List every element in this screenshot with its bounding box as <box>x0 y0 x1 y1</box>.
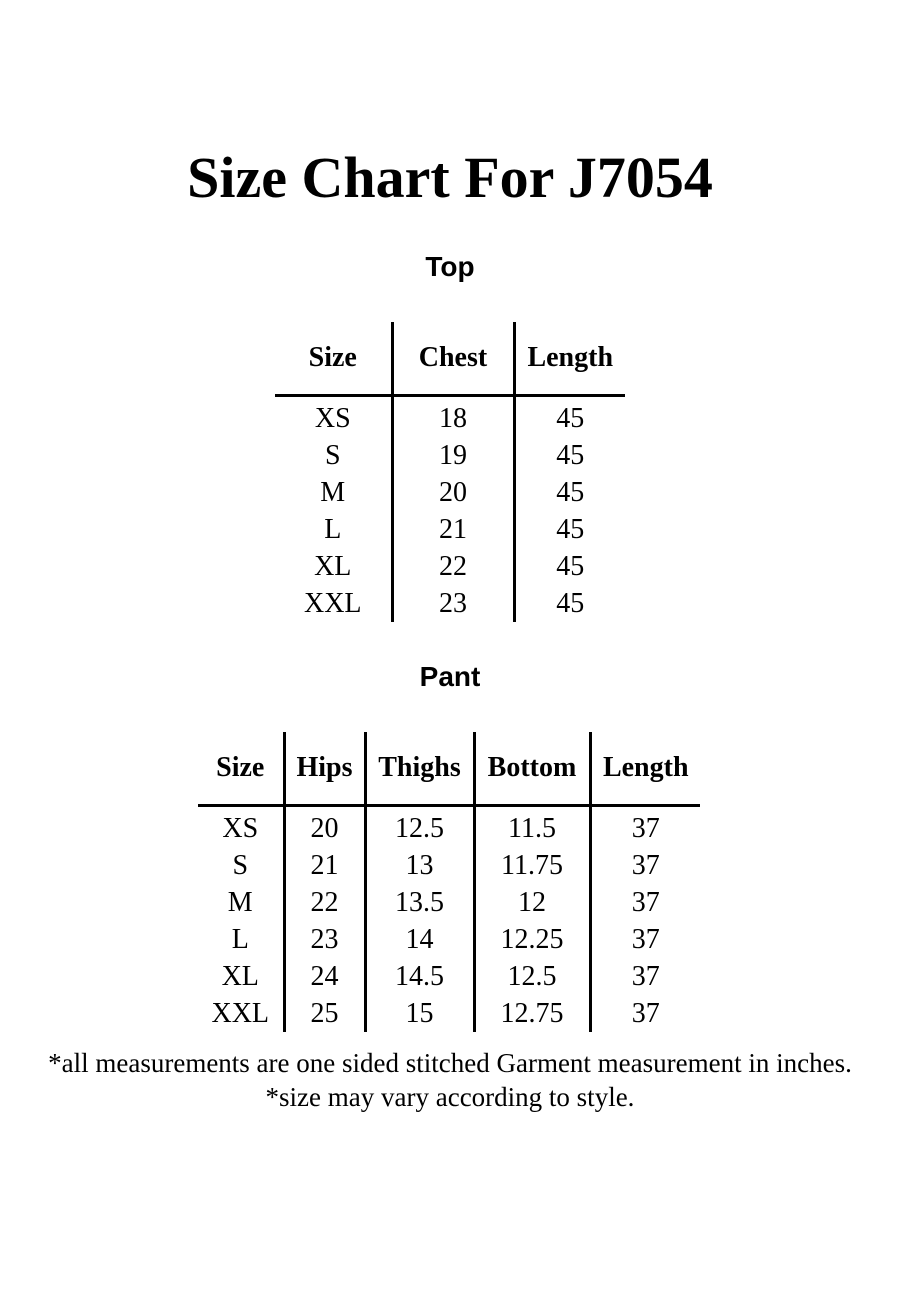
table-cell: 37 <box>631 886 660 918</box>
table-cell: 45 <box>556 476 585 508</box>
table-cell: L <box>275 511 392 548</box>
page-title: Size Chart For J7054 <box>187 145 713 210</box>
table-cell: 13.5 <box>365 884 474 921</box>
table-row <box>198 995 700 1032</box>
table-cell: 23 <box>392 585 514 622</box>
table-cell: 13 <box>365 847 474 884</box>
table-row <box>275 585 625 622</box>
column-header-size: Size <box>198 732 284 806</box>
column-header-length: Length <box>590 732 700 806</box>
table-cell: 12.75 <box>474 995 590 1032</box>
table-cell: 22 <box>392 548 514 585</box>
pant-section-heading: Pant <box>419 661 481 692</box>
table-row <box>198 921 700 958</box>
table-cell: 20 <box>284 806 365 847</box>
column-header-hips: Hips <box>284 732 365 806</box>
column-header-chest: Chest <box>392 322 514 396</box>
table-cell: XL <box>275 548 392 585</box>
table-cell: 37 <box>631 923 660 955</box>
table-cell: 12.5 <box>365 806 474 847</box>
footnote-size-variation: *size may vary according to style. <box>265 1082 635 1112</box>
table-header-row <box>198 732 700 806</box>
table-cell: 25 <box>284 995 365 1032</box>
column-header-length: Length <box>514 322 625 396</box>
table-cell: 45 <box>556 402 585 434</box>
footnotes <box>0 1046 900 1114</box>
table-cell: 18 <box>392 396 514 437</box>
table-cell: 12.5 <box>474 958 590 995</box>
table-cell: S <box>198 847 284 884</box>
table-cell: 45 <box>556 513 585 545</box>
table-cell: 15 <box>365 995 474 1032</box>
table-cell: M <box>198 884 284 921</box>
table-cell: 37 <box>631 960 660 992</box>
table-cell: 24 <box>284 958 365 995</box>
table-cell: XXL <box>275 585 392 622</box>
table-cell: 37 <box>631 812 660 844</box>
table-row <box>198 884 700 921</box>
table-cell: 14.5 <box>365 958 474 995</box>
table-cell: 11.5 <box>474 806 590 847</box>
table-cell: 45 <box>556 439 585 471</box>
table-cell: 23 <box>284 921 365 958</box>
table-cell: 37 <box>631 849 660 881</box>
table-row <box>275 474 625 511</box>
table-cell: 19 <box>392 437 514 474</box>
table-cell: 12 <box>474 884 590 921</box>
table-cell: XS <box>275 396 392 437</box>
table-cell: L <box>198 921 284 958</box>
table-cell: 45 <box>556 550 585 582</box>
table-cell: XL <box>198 958 284 995</box>
column-header-size: Size <box>275 322 392 396</box>
footnote-measurements: *all measurements are one sided stitched Garment measurement in inches. <box>48 1048 852 1078</box>
table-cell: 11.75 <box>474 847 590 884</box>
table-cell: 45 <box>556 587 585 619</box>
table-cell: XXL <box>198 995 284 1032</box>
table-cell: XS <box>198 806 284 847</box>
table-cell: 37 <box>631 997 660 1029</box>
table-row <box>198 958 700 995</box>
column-header-thighs: Thighs <box>365 732 474 806</box>
top-size-table <box>275 322 625 622</box>
table-cell: 20 <box>392 474 514 511</box>
table-cell: 21 <box>284 847 365 884</box>
table-row <box>275 511 625 548</box>
table-cell: 14 <box>365 921 474 958</box>
table-cell: 21 <box>392 511 514 548</box>
table-cell: S <box>275 437 392 474</box>
table-row <box>275 548 625 585</box>
table-header-row <box>275 322 625 396</box>
table-row <box>275 437 625 474</box>
table-cell: 22 <box>284 884 365 921</box>
pant-size-table <box>198 732 700 1032</box>
table-row <box>198 847 700 884</box>
top-section-heading: Top <box>425 251 475 282</box>
table-row <box>275 396 625 437</box>
table-cell: 12.25 <box>474 921 590 958</box>
table-cell: M <box>275 474 392 511</box>
column-header-bottom: Bottom <box>474 732 590 806</box>
table-row <box>198 806 700 847</box>
